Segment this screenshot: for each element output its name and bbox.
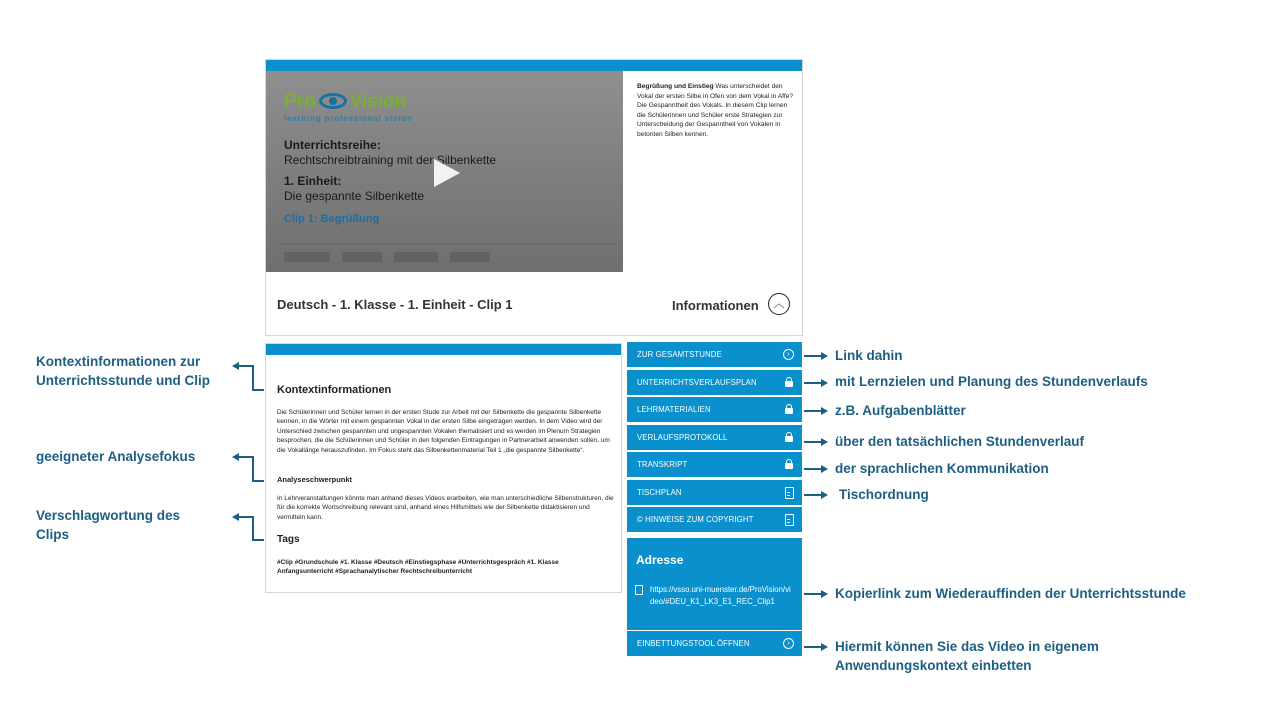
connector-line: [252, 516, 254, 540]
connector-line: [804, 646, 822, 648]
menu-item-verlaufsplan[interactable]: UNTERRICHTSVERLAUFSPLAN: [627, 370, 802, 395]
connector-line: [804, 494, 822, 496]
arrow-head: [821, 379, 828, 387]
video-card: [265, 59, 803, 336]
menu-item-transkript[interactable]: TRANSKRIPT: [627, 452, 802, 477]
chevron-right-circle-icon: ›: [783, 638, 794, 649]
arrow-head: [821, 491, 828, 499]
arrow-head: [821, 352, 828, 360]
document-icon: [783, 514, 794, 525]
document-icon: [783, 487, 794, 498]
embed-tool-button[interactable]: EINBETTUNGSTOOL ÖFFNEN ›: [627, 631, 802, 656]
arrow-head: [821, 438, 828, 446]
annotation-embed: Hiermit können Sie das Video in eigenem Anwendungskontext einbetten: [835, 639, 1099, 673]
video-title: Deutsch - 1. Klasse - 1. Einheit - Clip 1: [277, 297, 513, 312]
video-player[interactable]: [266, 71, 623, 272]
chevron-up-icon[interactable]: ︿: [768, 293, 790, 315]
address-box: [627, 538, 802, 630]
arrow-head: [821, 407, 828, 415]
arrow-head: [821, 590, 828, 598]
annotation-transcript: der sprachlichen Kommunikation: [835, 461, 1049, 476]
analysis-focus-heading: Analyseschwerpunkt: [277, 475, 353, 484]
annotation-link: Link dahin: [835, 348, 903, 363]
annotation-tischplan: Tischordnung: [839, 487, 929, 502]
chevron-right-circle-icon: ›: [783, 349, 794, 360]
info-label[interactable]: Informationen: [672, 298, 759, 313]
connector-line: [238, 365, 253, 367]
annotation-verlaufsplan: mit Lernzielen und Planung des Stundenverlaufs: [835, 374, 1148, 389]
menu-item-tischplan[interactable]: TISCHPLAN: [627, 480, 802, 505]
connector-line: [238, 456, 253, 458]
connector-line: [804, 593, 822, 595]
lock-icon: [783, 377, 794, 388]
connector-line: [804, 441, 822, 443]
annotation-tags: Verschlagwortung des Clips: [36, 508, 181, 542]
card-accent-bar: [266, 344, 621, 355]
logo-tagline: learning professional vision: [284, 114, 413, 123]
lock-icon: [783, 404, 794, 415]
context-text: Die Schülerinnen und Schüler lernen in der ersten Stude zur Arbeit mit der Silbenkette die gespannte Silbenkette kennen, in die Wörter mit einem gespannten Vokal in der ersten Silbe eingetragen werden. In dem Video wird der Unterschied zwischen gespannten und ungespannten Vokalen thematisiert und es werden im Plenum Strategien besprochen, die die Schülerinnen und Schüler in den folgenden Eintragungen in Partnerarbeit anwenden sollen, um die Vokallänge herauszufinden. Im Fokus steht das Silbenkettenmaterial Teil 1 „die gespannte Silbenkette“.: [277, 409, 610, 454]
connector-line: [252, 539, 264, 541]
connector-line: [238, 516, 253, 518]
arrow-head: [821, 643, 828, 651]
connector-line: [804, 355, 822, 357]
connector-line: [252, 389, 264, 391]
address-url[interactable]: https://vsso.uni-muenster.de/ProVision/video/#DEU_K1_LK3_E1_REC_Clip1: [650, 585, 791, 606]
lock-icon: [783, 432, 794, 443]
tags-list: #Clip #Grundschule #1. Klasse #Deutsch #Einstiegsphase #Unterrichtsgespräch #1. Klasse Anfangsunterricht #Sprachanalytischer Rechtschreibunterricht: [277, 559, 559, 576]
context-heading: Kontextinformationen: [277, 384, 392, 396]
menu-item-gesamtstunde[interactable]: ZUR GESAMTSTUNDE ›: [627, 342, 802, 367]
unit-label: 1. Einheit:: [284, 174, 342, 188]
menu-item-verlaufsprotokoll[interactable]: VERLAUFSPROTOKOLL: [627, 425, 802, 450]
context-card: [265, 343, 622, 593]
annotation-context: Kontextinformationen zur Unterrichtsstunde und Clip: [36, 354, 211, 388]
video-description: Begrüßung und Einstieg Was unterscheidet den Vokal der ersten Silbe in Ofen von dem Vokal in Affe? Die Gespanntheit des Vokals. In diesem Clip lernen die Schülerinnen und Schüler erste Strategien zur Unterscheidung der Gespanntheit von Vokalen in betonten Silben kennen.: [637, 83, 794, 138]
menu-item-copyright[interactable]: © HINWEISE ZUM COPYRIGHT: [627, 507, 802, 532]
lock-icon: [783, 459, 794, 470]
provision-logo: Pro Vision: [284, 91, 407, 112]
partner-logos: [284, 248, 614, 264]
play-icon[interactable]: [434, 159, 460, 187]
annotation-materials: z.B. Aufgabenblätter: [835, 403, 966, 418]
arrow-head: [821, 465, 828, 473]
card-accent-bar: [266, 60, 802, 71]
divider: [280, 243, 620, 244]
connector-line: [252, 480, 264, 482]
clipboard-icon[interactable]: [635, 585, 643, 595]
annotation-analysis-focus: geeigneter Analysefokus: [36, 449, 196, 464]
tags-heading: Tags: [277, 534, 300, 545]
analysis-focus-text: In Lehrveranstaltungen könnte man anhand dieses Videos erarbeiten, wie man unterschiedliche Silbenstrukturen, die für die korrekte Wortschreibung relevant sind, anhand eines Hilfsmittels wie der Silbenkette didaktisieren und vermitteln kann.: [277, 495, 614, 521]
address-title: Adresse: [636, 553, 684, 567]
connector-line: [252, 456, 254, 481]
clip-label: Clip 1: Begrüßung: [284, 213, 380, 225]
connector-line: [252, 365, 254, 390]
series-label: Unterrichtsreihe:: [284, 138, 381, 152]
unit-title: Die gespannte Silbenkette: [284, 189, 425, 203]
connector-line: [804, 410, 822, 412]
connector-line: [804, 382, 822, 384]
connector-line: [804, 468, 822, 470]
annotation-protocol: über den tatsächlichen Stundenverlauf: [835, 434, 1085, 449]
menu-item-lehrmaterialien[interactable]: LEHRMATERIALIEN: [627, 397, 802, 422]
eye-icon: [319, 93, 347, 109]
annotation-copylink: Kopierlink zum Wiederauffinden der Unterrichtsstunde: [835, 586, 1186, 601]
series-title: Rechtschreibtraining mit der Silbenkette: [284, 153, 497, 167]
